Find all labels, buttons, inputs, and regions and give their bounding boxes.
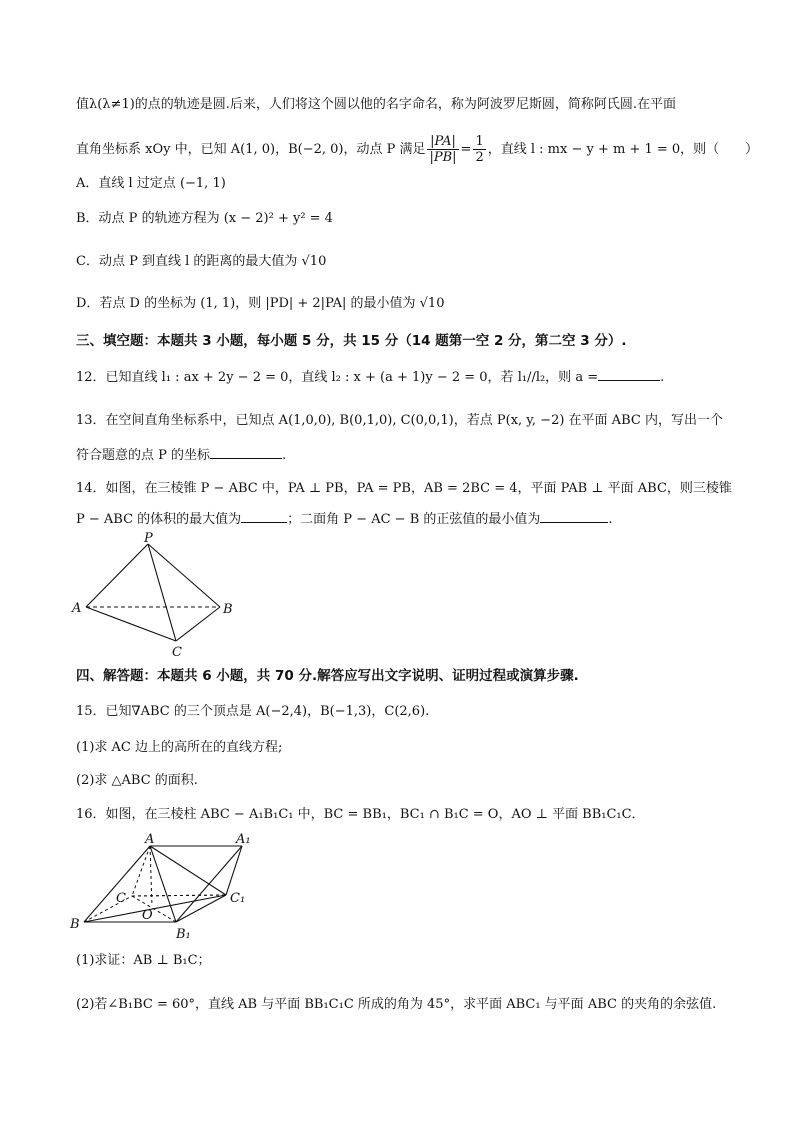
q12-answer-blank bbox=[598, 368, 660, 381]
label-B1: B₁ bbox=[176, 927, 191, 942]
intro-text-a: 直角坐标系 xOy 中，已知 A(1, 0)，B(−2, 0)，动点 P 满足 bbox=[76, 142, 426, 157]
ratio-fraction bbox=[427, 134, 458, 165]
q13-answer-blank bbox=[210, 446, 282, 459]
intro-line-2 bbox=[76, 130, 758, 170]
half-denominator: 2 bbox=[475, 150, 484, 165]
label-C: C bbox=[172, 645, 182, 660]
label-C1: C₁ bbox=[230, 891, 246, 906]
q14-end: . bbox=[608, 512, 613, 527]
label-A: A bbox=[72, 601, 82, 616]
option-c: C．动点 P 到直线 l 的距离的最大值为 √10 bbox=[76, 254, 327, 269]
question-12 bbox=[76, 368, 664, 387]
label-B: B bbox=[70, 917, 80, 932]
intro-line-1: 值λ(λ≠1)的点的轨迹是圆.后来，人们将这个圆以他的名字命名，称为阿波罗尼斯圆，简称阿氏圆.在平面 bbox=[76, 97, 677, 112]
q15-part-1: (1)求 AC 边上的高所在的直线方程; bbox=[76, 740, 283, 755]
q12-end: . bbox=[660, 370, 665, 385]
q13-text: 符合题意的点 P 的坐标 bbox=[76, 448, 211, 463]
label-P: P bbox=[144, 531, 153, 546]
intro-text-b: ，直线 l : mx − y + m + 1 = 0，则（ ） bbox=[487, 142, 759, 157]
q13-end: . bbox=[282, 448, 287, 463]
label-O: O bbox=[142, 908, 153, 923]
section-3-heading: 三、填空题：本题共 3 小题，每小题 5 分，共 15 分（14 题第一空 2 分，第二空 3 分）. bbox=[76, 333, 627, 349]
q16-stem: 16．如图，在三棱柱 ABC − A₁B₁C₁ 中，BC = BB₁，BC₁ ∩ B₁C = O，AO ⊥ 平面 BB₁C₁C． bbox=[76, 807, 645, 822]
label-A1: A₁ bbox=[236, 832, 251, 847]
q12-text: 12．已知直线 l₁ : ax + 2y − 2 = 0，直线 l₂ : x + (a + 1)y − 2 = 0，若 l₁//l₂，则 a = bbox=[76, 370, 599, 385]
q14-text-b: ；二面角 P − AC − B 的正弦值的最小值为 bbox=[287, 512, 541, 527]
q15-part-2: (2)求 △ABC 的面积. bbox=[76, 773, 198, 788]
q13-line-1: 13．在空间直角坐标系中，已知点 A(1,0,0), B(0,1,0), C(0,0,1)，若点 P(x, y, −2) 在平面 ABC 内，写出一个 bbox=[76, 413, 723, 428]
option-d: D．若点 D 的坐标为 (1, 1)，则 |PD| + 2|PA| 的最小值为 √10 bbox=[76, 296, 445, 311]
q14-line-1: 14．如图，在三棱锥 P − ABC 中，PA ⊥ PB，PA = PB，AB = 2BC = 4，平面 PAB ⊥ 平面 ABC，则三棱锥 bbox=[76, 481, 732, 496]
option-b: B．动点 P 的轨迹方程为 (x − 2)² + y² = 4 bbox=[76, 211, 333, 226]
section-4-heading: 四、解答题：本题共 6 小题，共 70 分.解答应写出文字说明、证明过程或演算步骤. bbox=[76, 668, 579, 684]
half-fraction bbox=[473, 134, 485, 165]
equals-sign: = bbox=[460, 142, 472, 157]
q15-stem: 15．已知∇ABC 的三个顶点是 A(−2,4)，B(−1,3)，C(2,6). bbox=[76, 704, 430, 719]
prism-figure bbox=[66, 832, 276, 942]
q14-line-2 bbox=[76, 510, 613, 529]
q16-part-1: (1)求证：AB ⊥ B₁C； bbox=[76, 953, 211, 968]
tetrahedron-figure bbox=[60, 530, 250, 660]
q13-line-2 bbox=[76, 446, 286, 465]
ratio-denominator: |PB| bbox=[429, 150, 457, 165]
label-B: B bbox=[223, 602, 233, 617]
option-a: A．直线 l 过定点 (−1, 1) bbox=[76, 176, 226, 191]
q14-text-a: P − ABC 的体积的最大值为 bbox=[76, 512, 242, 527]
label-A: A bbox=[145, 832, 155, 847]
q14-answer-blank-1 bbox=[241, 510, 287, 523]
half-numerator: 1 bbox=[475, 134, 484, 149]
label-C: C bbox=[116, 891, 126, 906]
ratio-numerator: |PA| bbox=[427, 134, 458, 150]
q14-answer-blank-2 bbox=[540, 510, 608, 523]
q16-part-2: (2)若∠B₁BC = 60°，直线 AB 与平面 BB₁C₁C 所成的角为 45°，求平面 ABC₁ 与平面 ABC 的夹角的余弦值. bbox=[76, 997, 717, 1012]
